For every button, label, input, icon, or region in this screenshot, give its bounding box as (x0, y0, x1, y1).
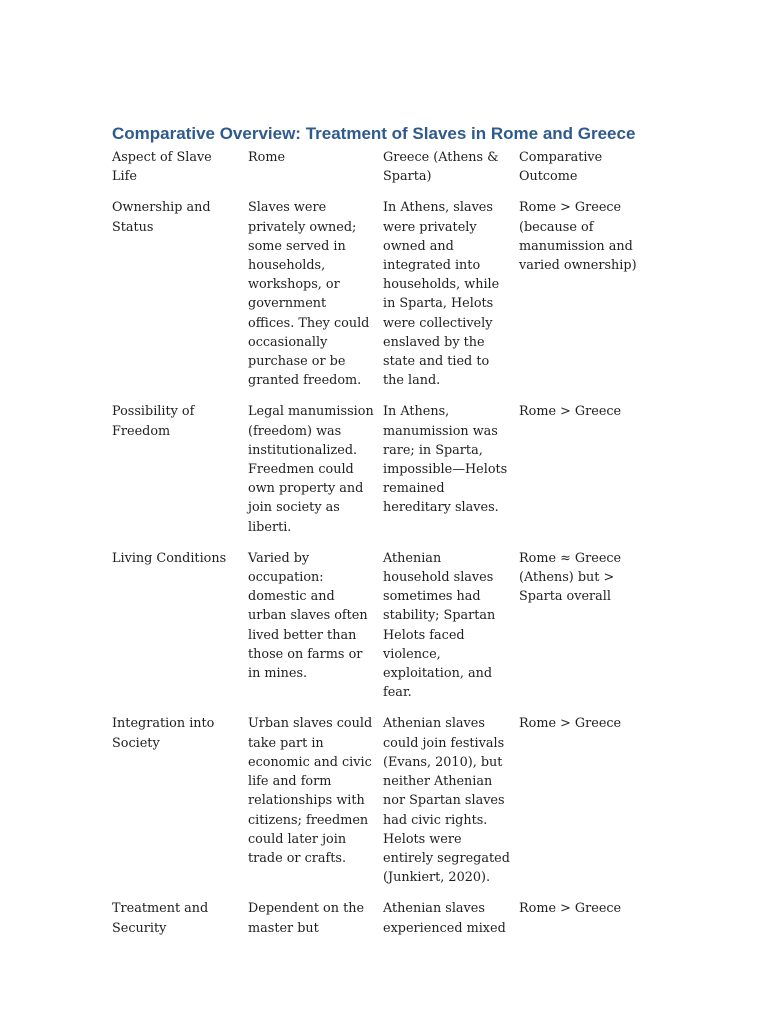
table-row (112, 714, 657, 899)
table-row (112, 402, 657, 548)
table-cell: Slaves were privately owned; some served in households, workshops, or government offices. They could occasionally purchase or be granted freedom. (248, 200, 370, 389)
table-cell: Integration into Society (112, 716, 215, 751)
table-cell: Urban slaves could take part in economic and civic life and form relationships with citizens; freedmen could later join trade or crafts. (248, 716, 373, 866)
column-header: Comparative Outcome (519, 150, 603, 185)
table-cell: Legal manumission (freedom) was institutionalized. Freedmen could own property and join society as liberti. (248, 404, 374, 535)
table-cell: Living Conditions (112, 550, 227, 566)
table-row (112, 198, 657, 402)
table-cell: Athenian household slaves sometimes had stability; Spartan Helots faced violence, exploitation, and fear. (383, 550, 496, 701)
table-cell: Possibility of Freedom (112, 404, 195, 439)
table-cell: Treatment and Security (112, 901, 209, 936)
table-cell: Rome ≈ Greece (Athens) but > Sparta overall (519, 550, 622, 605)
comparison-table (112, 148, 657, 950)
table-row (112, 899, 657, 949)
table-header-row (112, 148, 657, 198)
column-header: Greece (Athens & Sparta) (383, 150, 499, 185)
table-cell: Athenian slaves could join festivals (Evans, 2010), but neither Athenian nor Spartan slaves had civic rights. Helots were entirely segregated (Junkiert, 2020). (383, 716, 510, 886)
document-title: Comparative Overview: Treatment of Slaves in Rome and Greece (112, 124, 636, 143)
column-header: Rome (248, 150, 286, 165)
table-cell: Varied by occupation: domestic and urban slaves often lived better than those on farms or in mines. (248, 550, 368, 682)
table-cell: In Athens, manumission was rare; in Sparta, impossible—Helots remained hereditary slaves. (383, 404, 508, 516)
table-cell: Athenian slaves experienced mixed (383, 901, 506, 936)
table-cell: Rome > Greece (519, 901, 622, 917)
table-cell: Rome > Greece (519, 716, 622, 732)
table-cell: Rome > Greece (519, 404, 622, 420)
table-cell: In Athens, slaves were privately owned and integrated into households, while in Sparta, Helots were collectively enslaved by the state and tied to the land. (383, 200, 500, 389)
table-row (112, 549, 657, 715)
table-cell: Ownership and Status (112, 200, 211, 235)
column-header: Aspect of Slave Life (112, 150, 212, 185)
table-cell: Rome > Greece (because of manumission and varied ownership) (519, 200, 637, 274)
table-cell: Dependent on the master but (248, 901, 365, 936)
